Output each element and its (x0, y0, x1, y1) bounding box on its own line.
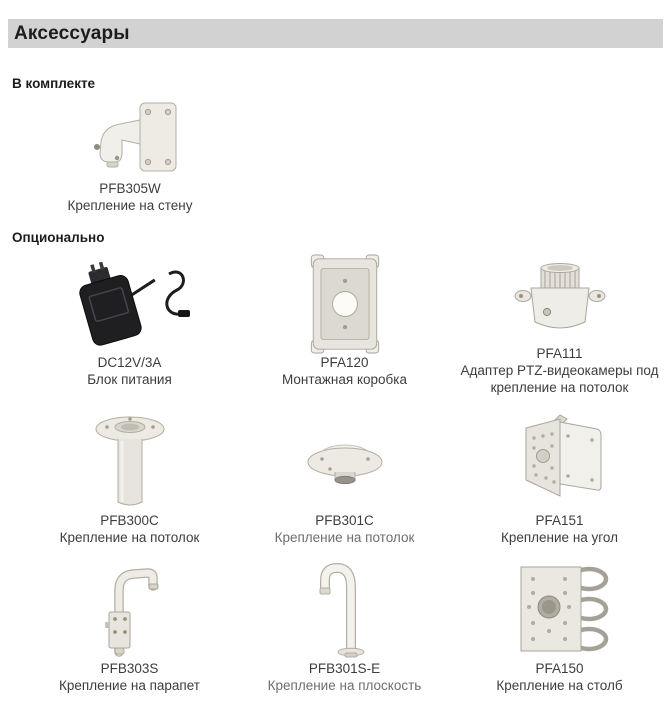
product-card-pfb301se (237, 560, 452, 694)
product-image-box (452, 410, 667, 512)
product-desc: Крепление на угол (500, 530, 618, 545)
product-name: PFB303S (100, 661, 159, 676)
product-desc: Крепление на потолок (59, 530, 200, 545)
product-desc: Крепление на стену (67, 198, 193, 213)
product-image-box (237, 560, 452, 660)
product-card-pfb300c (22, 410, 237, 546)
ptz-ceiling-adapter-image (504, 260, 616, 340)
parapet-mount-image (85, 562, 175, 658)
product-desc: Крепление на парапет (59, 678, 200, 693)
ceiling-mount-tube-image (85, 412, 175, 510)
product-card-pfa150 (452, 560, 667, 694)
product-name: PFB300C (100, 513, 159, 528)
included-heading: В комплекте (12, 76, 96, 91)
product-desc: Монтажная коробка (282, 372, 407, 387)
product-image-box (452, 254, 667, 345)
accessories-page (0, 19, 670, 694)
product-desc: Блок питания (87, 372, 172, 387)
product-card-pfa111 (452, 254, 667, 396)
product-name: PFA150 (535, 661, 584, 676)
product-name: PFB301C (315, 513, 374, 528)
product-desc: Крепление на столб (496, 678, 623, 693)
product-image-box (10, 96, 250, 180)
product-card-pfa151 (452, 410, 667, 546)
gooseneck-mount-image (305, 561, 385, 659)
product-image-box (237, 410, 452, 512)
product-card-pfa120 (237, 254, 452, 388)
product-image-box (22, 410, 237, 512)
ceiling-mount-saucer-image (295, 432, 395, 490)
product-name: DC12V/3A (97, 355, 162, 370)
product-image-box (22, 560, 237, 660)
product-card-pfb303s (22, 560, 237, 694)
product-name: PFB305W (99, 181, 161, 196)
product-name: PFB301S-E (308, 661, 381, 676)
product-image-box (22, 254, 237, 354)
optional-accessories-grid (22, 254, 670, 694)
product-name: PFA151 (535, 513, 584, 528)
optional-heading: Опционально (12, 230, 105, 245)
section-header-bar (8, 19, 663, 48)
product-desc: Крепление на плоскость (267, 678, 422, 693)
product-desc: Адаптер PTZ-видеокамеры под крепление на потолок (460, 363, 659, 395)
product-name: PFA120 (320, 355, 369, 370)
product-name: PFA111 (536, 346, 583, 361)
product-card-pfb301c (237, 410, 452, 546)
product-image-box (237, 254, 452, 354)
product-card-dc12v (22, 254, 237, 388)
corner-mount-image (510, 414, 610, 509)
pole-mount-image (505, 561, 615, 659)
junction-box-image (295, 254, 395, 354)
wall-mount-bracket-image (74, 98, 186, 178)
product-desc: Крепление на потолок (274, 530, 415, 545)
power-adapter-image (65, 258, 195, 350)
product-card-pfb305w (10, 96, 250, 214)
page-title: Аксессуары (14, 22, 130, 44)
product-image-box (452, 560, 667, 660)
